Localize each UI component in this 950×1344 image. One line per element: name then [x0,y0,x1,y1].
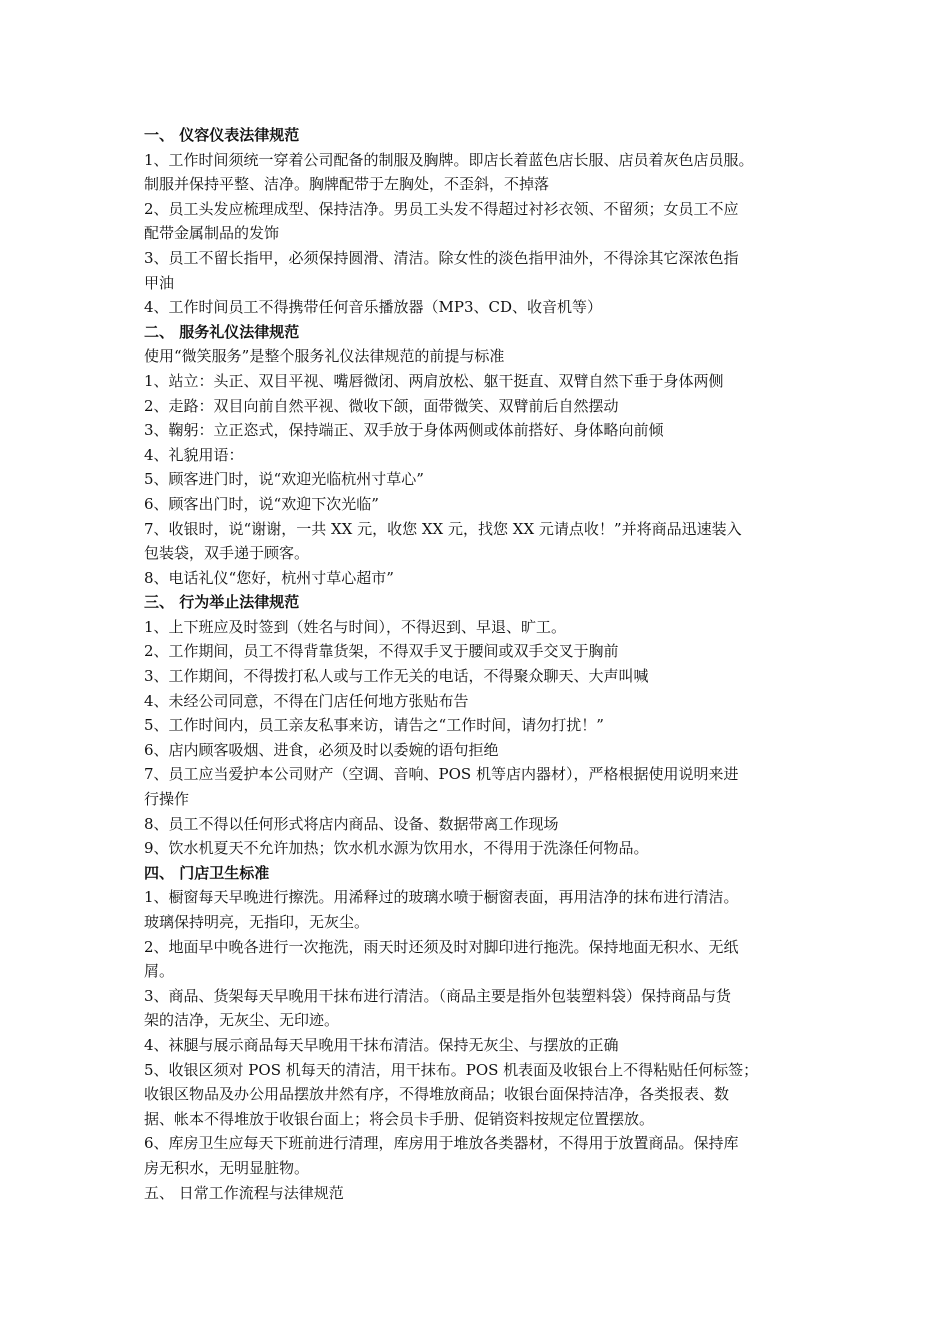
text-line: 制服并保持平整、洁净。胸牌配带于左胸处，不歪斜，不掉落 [144,175,550,194]
text-line: 5、工作时间内，员工亲友私事来访，请告之“工作时间，请勿打扰！” [144,716,604,735]
text-line: 4、工作时间员工不得携带任何音乐播放器（MP3、CD、收音机等） [144,298,603,317]
text-line: 3、鞠躬：立正恣式，保持端正、双手放于身体两侧或体前搭好、身体略向前倾 [144,421,664,440]
text-line: 玻璃保持明亮，无指印，无灰尘。 [144,913,370,931]
text-line: 五、 日常工作流程与法律规范 [144,1183,344,1202]
text-line: 房无积水，无明显脏物。 [144,1158,310,1177]
text-line: 使用“微笑服务”是整个服务礼仪法律规范的前提与标准 [144,347,505,366]
text-line: 甲油 [144,273,175,292]
text-line: 包装袋，双手递于顾客。 [144,544,310,563]
text-line: 2、工作期间，员工不得背靠货架，不得双手叉于腰间或双手交叉于胸前 [144,642,619,661]
text-line: 架的洁净，无灰尘、无印迹。 [144,1011,340,1030]
text-line: 2、员工头发应梳理成型、保持洁净。男员工头发不得超过衬衫衣领、不留须；女员工不应 [144,199,739,218]
text-line: 4、礼貌用语： [144,445,244,464]
text-line: 8、电话礼仪“您好，杭州寸草心超市” [144,568,394,587]
text-line: 1、上下班应及时签到（姓名与时间），不得迟到、早退、旷工。 [144,617,567,636]
text-line: 2、地面早中晚各进行一次拖洗，雨天时还须及时对脚印进行拖洗。保持地面无积水、无纸 [144,937,739,956]
text-line: 4、袜腿与展示商品每天早晚用干抹布清洁。保持无灰尘、与摆放的正确 [144,1035,619,1054]
text-line: 4、未经公司同意，不得在门店任何地方张贴布告 [144,691,469,710]
section-heading: 一、 仪容仪表法律规范 [144,126,300,144]
document-body [144,123,814,1205]
text-line: 收银区物品及办公用品摆放井然有序，不得堆放商品；收银台面保持洁净，各类报表、数 [144,1085,730,1104]
text-line: 6、顾客出门时，说“欢迎下次光临” [144,494,379,513]
text-line: 8、员工不得以任何形式将店内商品、设备、数据带离工作现场 [144,814,559,833]
text-line: 6、店内顾客吸烟、进食，必须及时以委婉的语句拒绝 [144,740,499,759]
text-line: 配带金属制品的发饰 [144,224,280,243]
text-line: 5、收银区须对 POS 机每天的清洁，用干抹布。POS 机表面及收银台上不得粘贴任何标签； [144,1060,759,1079]
text-line: 1、橱窗每天早晚进行擦洗。用浠释过的玻璃水喷于橱窗表面，再用洁净的抹布进行清洁。 [144,888,739,907]
text-line: 1、站立：头正、双目平视、嘴唇微闭、两肩放松、躯干挺直、双臂自然下垂于身体两侧 [144,371,724,390]
text-line: 5、顾客进门时，说“欢迎光临杭州寸草心” [144,470,424,489]
text-line: 屑。 [144,962,175,981]
section-heading: 四、 门店卫生标准 [144,863,270,882]
text-line: 6、库房卫生应每天下班前进行清理，库房用于堆放各类器材，不得用于放置商品。保持库 [144,1134,739,1153]
section-heading: 二、 服务礼仪法律规范 [144,322,300,341]
text-line: 7、收银时，说“谢谢，一共 XX 元，收您 XX 元，找您 XX 元请点收！”并将商品迅速装入 [144,519,742,538]
text-line: 3、员工不留长指甲，必须保持圆滑、清洁。除女性的淡色指甲油外，不得涂其它深浓色指 [144,248,739,267]
text-line: 1、工作时间须统一穿着公司配备的制服及胸牌。即店长着蓝色店长服、店员着灰色店员服。 [144,150,754,169]
text-line: 3、工作期间，不得拨打私人或与工作无关的电话，不得聚众聊天、大声叫喊 [144,667,649,686]
text-line: 9、饮水机夏天不允许加热；饮水机水源为饮用水，不得用于洗涤任何物品。 [144,839,649,858]
text-line: 2、走路：双目向前自然平视、微收下颌，面带微笑、双臂前后自然摆动 [144,396,619,415]
text-line: 据、帐本不得堆放于收银台面上；将会员卡手册、促销资料按规定位置摆放。 [144,1109,655,1128]
section-heading: 三、 行为举止法律规范 [144,593,300,612]
text-line: 3、商品、货架每天早晚用干抹布进行清洁。（商品主要是指外包装塑料袋）保持商品与货 [144,986,732,1005]
text-line: 行操作 [144,790,190,809]
text-line: 7、员工应当爱护本公司财产（空调、音响、POS 机等店内器材），严格根据使用说明来进 [144,765,739,784]
